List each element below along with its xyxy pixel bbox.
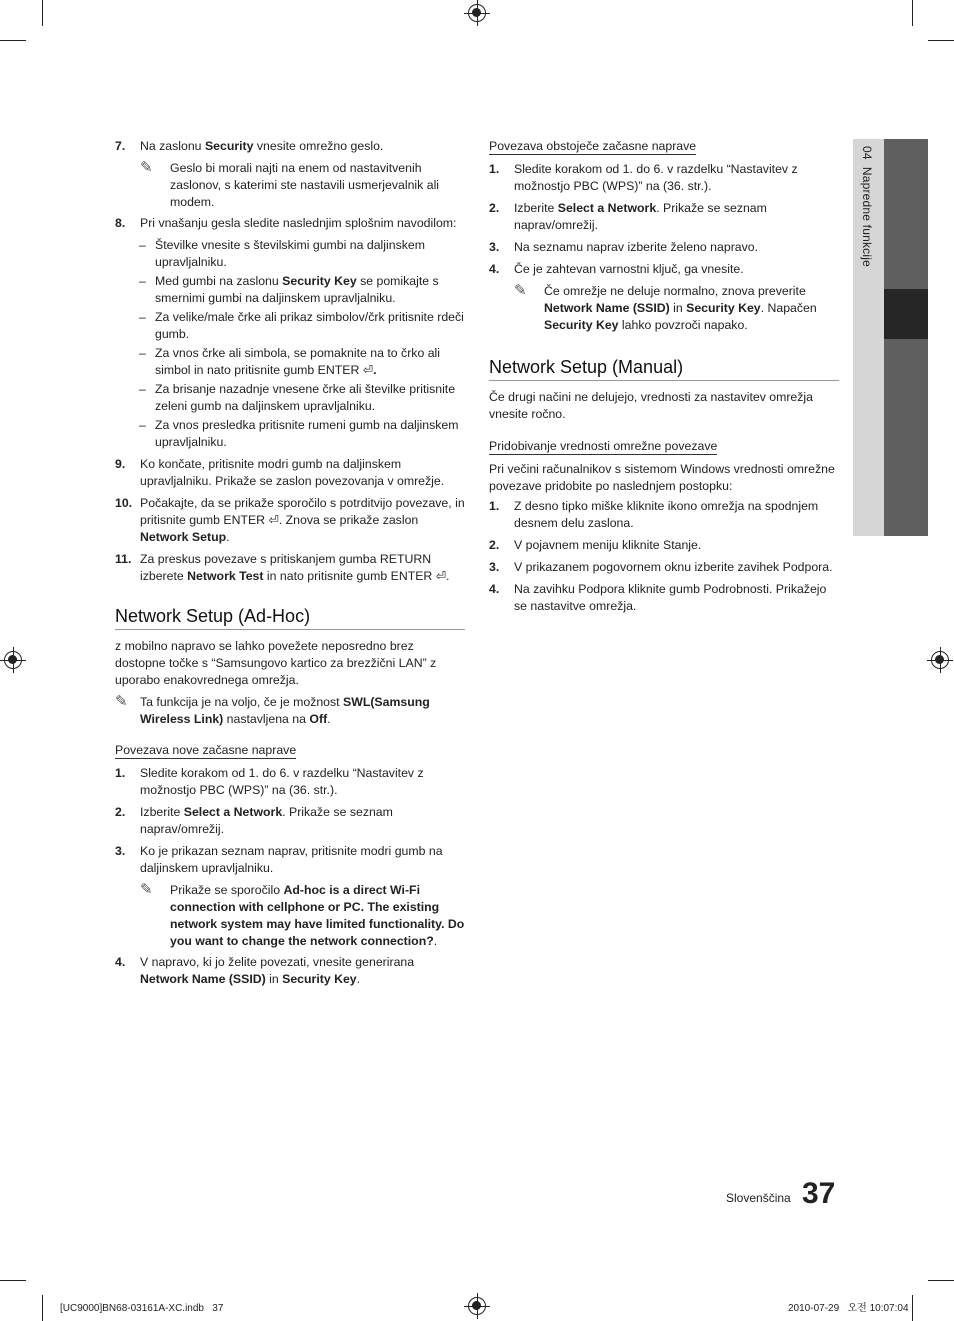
bullet: – Številke vnesite s številskimi gumbi na daljinskem upravljalniku. — [139, 238, 425, 269]
subheading-new-device: Povezava nove začasne naprave — [115, 743, 297, 757]
bullet: – Za brisanje nazadnje vnesene črke ali številke pritisnite zeleni gumb na daljinskem upravljalniku. — [139, 382, 456, 413]
step-11: 11. Za preskus povezave s pritiskanjem gumba RETURN izberete Network Test in nato pritisnite gumb ENTER ⏎. — [115, 552, 450, 583]
registration-mark-icon — [931, 651, 949, 669]
bullet: – Za vnos presledka pritisnite rumeni gumb na daljinskem upravljalniku. — [139, 418, 459, 449]
print-slug-right: 2010-07-29 오전 10:07:04 — [788, 1303, 909, 1314]
left-column — [115, 138, 465, 993]
step-3: 3. V prikazanem pogovornem oknu izberite zavihek Podpora. — [489, 560, 833, 574]
step-1: 1. Z desno tipko miške kliknite ikono omrežja na spodnjem desnem delu zaslona. — [489, 499, 819, 530]
enter-icon: ⏎ — [359, 363, 374, 377]
crop-mark — [912, 1295, 913, 1321]
bullet: – Med gumbi na zaslonu Security Key se pomikajte s smernimi gumbi na daljinskem upravljalniku. — [139, 274, 439, 305]
step-1: 1. Sledite korakom od 1. do 6. v razdelku “Nastavitev z možnostjo PBC (WPS)” na (36. str.). — [115, 766, 424, 797]
step-3: 3. Na seznamu naprav izberite želeno napravo. — [489, 240, 759, 254]
note: ✎ Geslo bi morali najti na enem od nastavitvenih zaslonov, s katerimi ste nastavili usmerjevalnik ali modem. — [140, 159, 440, 209]
step-2: 2. Izberite Select a Network. Prikaže se seznam naprav/omrežij. — [115, 805, 393, 836]
registration-mark-icon — [468, 1297, 486, 1315]
chapter-tab-marker — [884, 289, 928, 339]
pencil-note-icon: ✎ — [140, 159, 153, 176]
subheading-existing-device: Povezava obstoječe začasne naprave — [489, 139, 697, 153]
note: ✎ Ta funkcija je na voljo, če je možnost SWL(Samsung Wireless Link) nastavljena na Off. — [115, 693, 430, 726]
paragraph: Pri večini računalnikov s sistemom Windows vrednosti omrežne povezave pridobite po naslednjem postopku: — [489, 462, 835, 493]
section-heading-manual: Network Setup (Manual) — [489, 356, 839, 381]
step-10: 10. Počakajte, da se prikaže sporočilo s potrditvijo povezave, in pritisnite gumb ENTER ⏎. Znova se prikaže zaslon Network Setup. — [115, 496, 465, 544]
bullet: – Za velike/male črke ali prikaz simbolov/črk pritisnite rdeči gumb. — [139, 310, 464, 341]
crop-mark — [0, 1280, 26, 1281]
paragraph: Če drugi načini ne delujejo, vrednosti za nastavitev omrežja vnesite ročno. — [489, 390, 813, 421]
step-2: 2. Izberite Select a Network. Prikaže se seznam naprav/omrežij. — [489, 201, 767, 232]
step-2: 2. V pojavnem meniju kliknite Stanje. — [489, 538, 702, 552]
crop-mark — [928, 40, 954, 41]
enter-icon: ⏎ — [265, 513, 279, 527]
step-8: 8. Pri vnašanju gesla sledite naslednjim splošnim navodilom: — [115, 216, 457, 230]
registration-mark-icon — [468, 4, 486, 22]
footer-language: Slovenščina — [726, 1191, 791, 1205]
step-4: 4. V napravo, ki jo želite povezati, vnesite generirana Network Name (SSID) in Security Key. — [115, 955, 415, 986]
right-column — [489, 138, 839, 620]
step-9: 9. Ko končate, pritisnite modri gumb na daljinskem upravljalniku. Prikaže se zaslon povezovanja v omrežje. — [115, 457, 445, 488]
crop-mark — [928, 1280, 954, 1281]
step-7: 7. Na zaslonu Security vnesite omrežno geslo. — [115, 139, 384, 153]
enter-icon: ⏎ — [432, 569, 447, 583]
note: ✎ Prikaže se sporočilo Ad-hoc is a direct Wi-Fi connection with cellphone or PC. The existing network system may have limited functionality. Do you want to change the network connection?. — [140, 881, 465, 948]
paragraph: z mobilno napravo se lahko povežete neposredno brez dostopne točke s “Samsungovo kartico za brezžični LAN” z uporabo enakovrednega omrežja. — [115, 639, 437, 687]
pencil-note-icon: ✎ — [115, 693, 128, 710]
crop-mark — [912, 0, 913, 26]
crop-mark — [0, 40, 26, 41]
page-number: 37 — [802, 1177, 836, 1210]
crop-mark — [42, 0, 43, 26]
step-4: 4. Na zavihku Podpora kliknite gumb Podrobnosti. Prikažejo se nastavitve omrežja. — [489, 582, 827, 613]
pencil-note-icon: ✎ — [514, 282, 527, 299]
print-slug-left: [UC9000]BN68-03161A-XC.indb 37 — [60, 1303, 224, 1314]
step-4: 4. Če je zahtevan varnostni ključ, ga vnesite. — [489, 262, 744, 276]
bullet: – Za vnos črke ali simbola, se pomaknite na to črko ali simbol in nato pritisnite gumb ENTER ⏎. — [139, 346, 441, 377]
chapter-tab-label: 04 Napredne funkcije — [860, 146, 874, 267]
note: ✎ Če omrežje ne deluje normalno, znova preverite Network Name (SSID) in Security Key. Napačen Security Key lahko povzroči napako. — [514, 282, 817, 332]
pencil-note-icon: ✎ — [140, 881, 153, 898]
subheading-network-values: Pridobivanje vrednosti omrežne povezave — [489, 439, 718, 453]
crop-mark — [42, 1295, 43, 1321]
section-heading-adhoc: Network Setup (Ad-Hoc) — [115, 605, 465, 630]
step-1: 1. Sledite korakom od 1. do 6. v razdelku “Nastavitev z možnostjo PBC (WPS)” na (36. str.). — [489, 162, 798, 193]
registration-mark-icon — [4, 651, 22, 669]
step-3: 3. Ko je prikazan seznam naprav, pritisnite modri gumb na daljinskem upravljalniku. — [115, 844, 443, 875]
